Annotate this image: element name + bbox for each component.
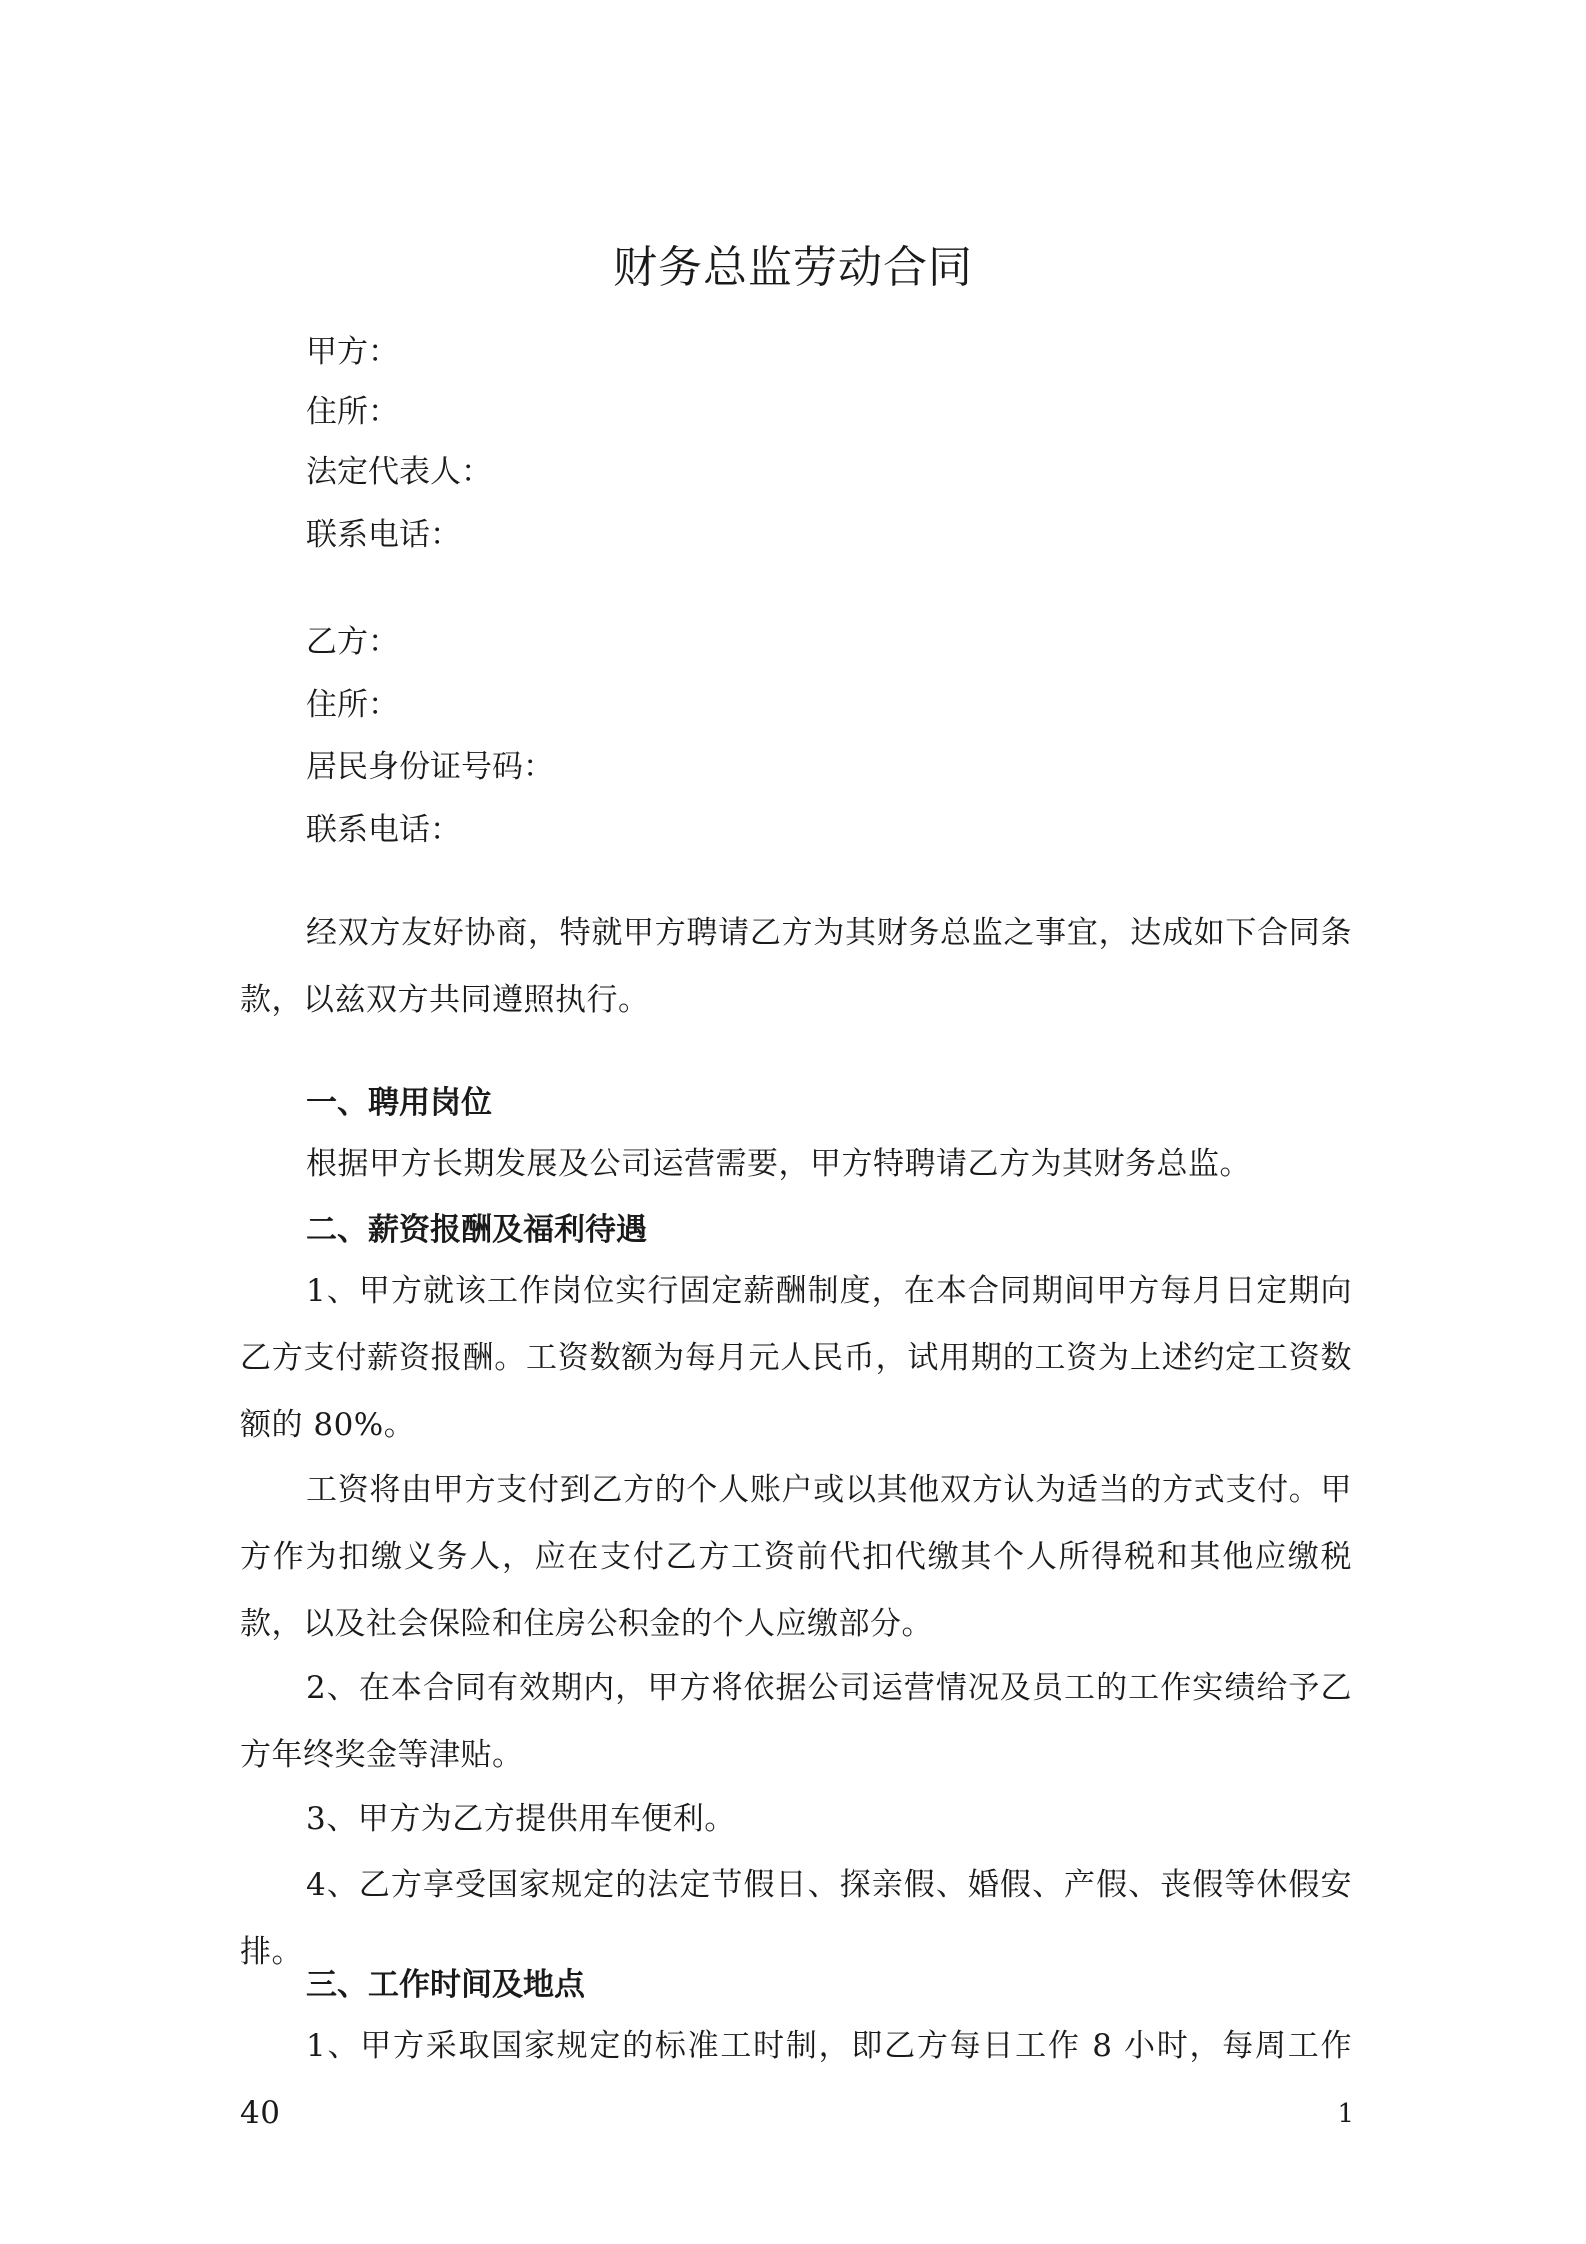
page-number: 1 xyxy=(1337,2099,1354,2129)
section-3-heading: 三、工作时间及地点 xyxy=(306,1967,585,2003)
party-a-phone-label: 联系电话： xyxy=(306,517,461,553)
party-a-representative-label: 法定代表人： xyxy=(306,454,492,490)
party-b-name-label: 乙方： xyxy=(306,624,399,660)
section-2-paragraph-5: 4、乙方享受国家规定的法定节假日、探亲假、婚假、产假、丧假等休假安排。 xyxy=(240,1867,1352,1970)
party-b-address-label: 住所： xyxy=(306,687,399,723)
party-a-address-label: 住所： xyxy=(306,394,399,430)
preamble-paragraph: 经双方友好协商，特就甲方聘请乙方为其财务总监之事宜，达成如下合同条款，以兹双方共同遵照执行。 xyxy=(240,915,1352,1018)
section-3-paragraph-1: 1、甲方采取国家规定的标准工时制，即乙方每日工作 8 小时，每周工作 40 xyxy=(240,2028,1352,2131)
section-2-paragraph-3: 2、在本合同有效期内，甲方将依据公司运营情况及员工的工作实绩给予乙方年终奖金等津贴。 xyxy=(240,1670,1352,1773)
section-1-heading: 一、聘用岗位 xyxy=(306,1085,492,1121)
party-b-phone-label: 联系电话： xyxy=(306,812,461,848)
section-2-paragraph-4: 3、甲方为乙方提供用车便利。 xyxy=(306,1801,736,1837)
party-a-name-label: 甲方： xyxy=(306,334,399,370)
section-2-paragraph-1: 1、甲方就该工作岗位实行固定薪酬制度，在本合同期间甲方每月日定期向乙方支付薪资报酬。工资数额为每月元人民币，试用期的工资为上述约定工资数额的 80%。 xyxy=(240,1273,1352,1443)
section-1-paragraph-1: 根据甲方长期发展及公司运营需要，甲方特聘请乙方为其财务总监。 xyxy=(306,1146,1251,1182)
contract-title: 财务总监劳动合同 xyxy=(613,242,973,293)
section-2-heading: 二、薪资报酬及福利待遇 xyxy=(306,1212,647,1248)
section-2-paragraph-2: 工资将由甲方支付到乙方的个人账户或以其他双方认为适当的方式支付。甲方作为扣缴义务人，应在支付乙方工资前代扣代缴其个人所得税和其他应缴税款，以及社会保险和住房公积金的个人应缴部分。 xyxy=(240,1472,1352,1642)
party-b-id-label: 居民身份证号码： xyxy=(306,749,554,785)
